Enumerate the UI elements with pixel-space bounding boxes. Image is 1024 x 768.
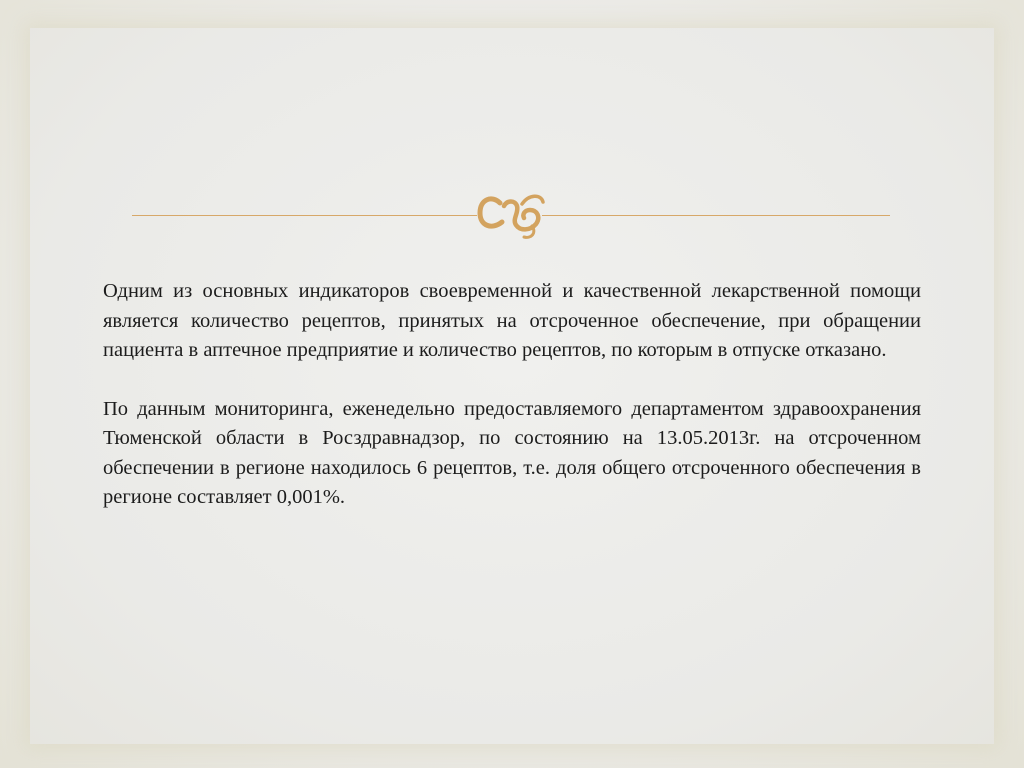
paragraph-monitoring: По данным мониторинга, еженедельно предоставляемого департаментом здравоохранения Тюменской области в Росздравнадзор, по состоянию на 13.05.2013г. на отсроченном обеспечении в регионе находилось 6 рецептов, т.е. доля общего отсроченного обеспечения в регионе составляет 0,001%. — [103, 397, 921, 508]
slide-body — [103, 277, 921, 513]
flourish-icon — [474, 186, 550, 242]
divider-line-right — [542, 215, 890, 216]
paragraph-indicators: Одним из основных индикаторов своевременной и качественной лекарственной помощи является количество рецептов, принятых на отсроченное обеспечение, при обращении пациента в аптечное предприятие и количество рецептов, по которым в отпуске отказано. — [103, 280, 921, 361]
divider-line-left — [132, 215, 477, 216]
